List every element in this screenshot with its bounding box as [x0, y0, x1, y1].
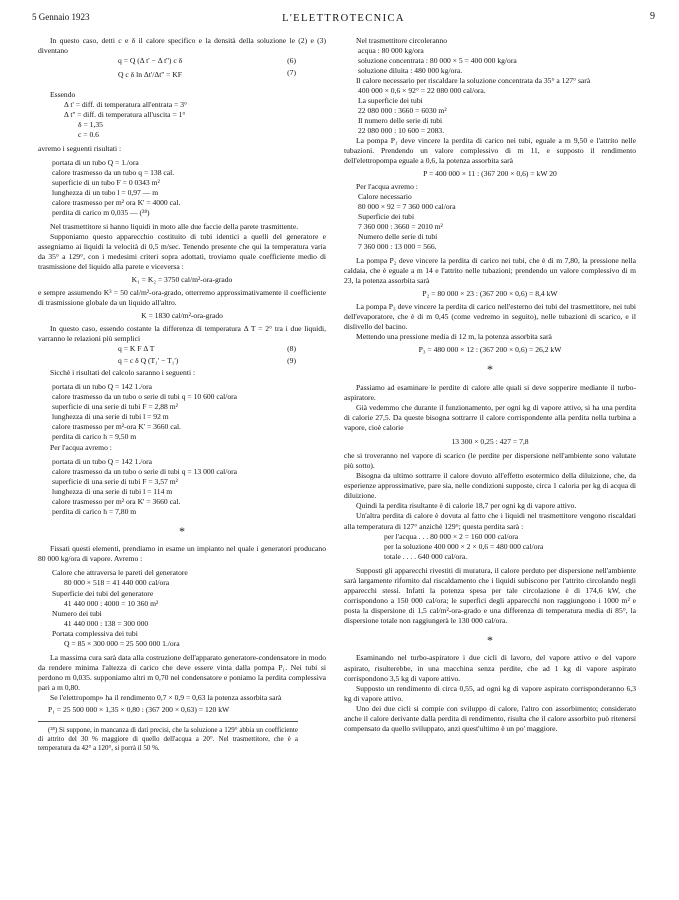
paragraph: Esaminando nel turbo-aspiratore i due cicli di lavoro, del vapore attivo e del vapore aspirato, risulterebbe, in una macchina senza perdite, che ad 1 kg di vapore aspirato corrispondono 3,5 kg di vapore attivo.: [344, 653, 636, 683]
paragraph: Il calore necessario per riscaldare la soluzione concentrata da 35° a 127° sarà: [356, 76, 591, 86]
conditions-list: [38, 100, 326, 140]
paragraph: Nel trasmettitore si hanno liquidi in moto alle due faccie della parete trasmittente.: [50, 222, 299, 232]
calculation-block: [38, 568, 326, 648]
equation-7: Q c δ ln Δt'/Δt'' = KF (7): [118, 68, 296, 80]
paragraph: Supposto un rendimento di circa 0,55, ad ogni kg di vapore aspirato corrisponderanno 6,3 kg di vapore attivo.: [344, 683, 636, 703]
list-item: calore trasmesso per m² ora K' = 3660 cal.: [52, 496, 181, 506]
journal-title: L'ELETTROTECNICA: [282, 13, 405, 24]
paragraph: La massima cura sarà data alla costruzione dell'apparato generatore-condensatore in modo da rendere minima l'altezza di carico che deve essere vinta dalla pompa P₁. Nei tubi si perdono m 0,035. supponiamo altri m 0,70 nel condensatore e poniamo la perdita complessiva pari a m 0,80.: [38, 652, 326, 692]
calc-value: 80 000 × 518 = 41 440 000 cal/ora: [64, 578, 170, 588]
list-item: calore trasmesso per m²-ora K' = 3660 cal.: [52, 422, 181, 432]
equation: P = 400 000 × 11 : (367 200 × 0,6) = kW 20: [423, 169, 557, 179]
flow-list: [344, 46, 636, 76]
calc-label: Numero delle serie di tubi: [358, 232, 438, 242]
paragraph: Già vedemmo che durante il funzionamento, per ogni kg di vapore attivo, si ha una perdita di calorie 27,5. Da queste bisogna sottrarre il calore corrispondente alla perdita nella turbina a vapore, cioè calorie: [344, 403, 636, 433]
list-item: perdita di carico m 0,035 — (²⁸): [52, 208, 150, 218]
calc-value: 80 000 × 92 = 7 360 000 cal/ora: [358, 202, 456, 212]
section-separator: *: [487, 632, 493, 647]
paragraph: Mettendo una pressione media di 12 m, la potenza assorbita sarà: [356, 332, 552, 342]
list-item: acqua : 80 000 kg/ora: [358, 46, 424, 56]
calc-value: 7 360 000 : 13 000 = 566.: [358, 242, 437, 252]
calc-value: Q = 85 × 300 000 = 25 500 000 1./ora: [64, 638, 180, 648]
calc-label: Calore che attraversa le pareti del generatore: [52, 568, 188, 578]
section-separator: *: [179, 523, 185, 538]
paragraph: Quindi la perdita risultante è di calorie 18,7 per ogni kg di vapore attivo.: [356, 501, 577, 511]
calc-label: La superficie dei tubi: [358, 96, 423, 106]
paragraph: Sicchè i risultati del calcolo saranno i seguenti :: [50, 368, 196, 378]
list-item: c = 0.6: [78, 130, 99, 140]
list-item: calore trasmesso da un tubo q = 138 cal.: [52, 168, 175, 178]
paragraph: Per l'acqua avremo :: [356, 182, 418, 192]
calc-value: 22 080 000 : 3660 = 6030 m²: [358, 106, 447, 116]
list-item: perdita di carico h = 9,50 m: [52, 432, 137, 442]
paragraph: Bisogna da ultimo sottrarre il calore dovuto all'effetto esotermico della diluizione, che, da esperienze approssimative, pare sia, nelle condizioni supposte, circa 1 caloria per kg di acqua di diluizione.: [344, 471, 636, 501]
left-column: [38, 36, 326, 892]
equation-9: q = c δ Q (T₁' − T₁') (9): [118, 356, 296, 366]
paragraph: che si troveranno nel vapore di scarico (le perdite per dispersione nell'ambiente sono valutate più sotto).: [344, 451, 636, 471]
right-column: [344, 36, 636, 892]
calc-value: 7 360 000 : 3660 = 2010 m²: [358, 222, 443, 232]
list-item: per l'acqua . . . 80 000 × 2 = 160 000 cal/ora: [384, 531, 519, 541]
page-number: 9: [650, 11, 655, 22]
equation: K₁ = K₂ = 3750 cal/m²-ora-grado: [131, 275, 233, 285]
footnote-text: (²⁸) Si suppone, in mancanza di dati precisi, che la soluzione a 129° abbia un coefficiente di attrito del 30 % maggiore di quello dell'acqua a 20°. Nel trasmettitore, che è a temperatura da 42° a 120°, si porrà il 50 %.: [38, 725, 298, 752]
calc-value: 22 080 000 : 10 600 = 2083.: [358, 126, 445, 136]
paragraph: e sempre assumendo K³ = 50 cal/m²-ora-grado, otterremo approssimativamente il coefficiente di trasmissione globale da un liquido all'altro.: [38, 288, 326, 308]
paragraph: avremo i seguenti risultati :: [38, 144, 122, 154]
paragraph: Un'altra perdita di calore è dovuta al fatto che i liquidi nel trasmettitore vengono riscaldati alla temperatura di 127° anzichè 129°; questa perdita sarà :: [344, 511, 636, 531]
results-list: [38, 457, 326, 517]
paragraph: La pompa P₁ deve vincere la perdita di carico nei tubi, eguale a m 9,50 e l'attrito nelle tubazioni. Prendendo un valore complessivo di m 11, e supposto il rendimento dell'elettropompa eguale a 0,6, la potenza assorbita sarà: [344, 136, 636, 166]
list-item: portata di un tubo Q = 142 1./ora: [52, 382, 153, 392]
list-item: superficie di una serie di tubi F = 3,57 m²: [52, 476, 178, 486]
paragraph: Supponiamo questo apparecchio costituito di tubi identici a quelli del generatore e assegniamo ai liquidi la velocità di 0,5 m/sec. Tenendo presente che qui la temperatura varia da 35° a 129°, con i medesimi criteri sopra adottati, troviamo quale coefficiente medio di trasmissione del liquido alla parete e viceversa :: [38, 232, 326, 272]
paragraph: In questo caso, detti c e δ il calore specifico e la densità della soluzione le (2) e (3) diventano: [38, 36, 326, 56]
paragraph: Per l'acqua avremo :: [50, 442, 112, 452]
list-item: lunghezza di un tubo l = 0,97 — m: [52, 188, 159, 198]
list-item: soluzione concentrata : 80 000 × 5 = 400 000 kg/ora: [358, 56, 517, 66]
paragraph: Fissati questi elementi, prendiamo in esame un impianto nel quale i generatori producano 80 000 kg/ora di vapore. Avremo :: [38, 544, 326, 564]
paragraph: Passiamo ad esaminare le perdite di calore alle quali si deve sopperire mediante il turbo-aspiratore.: [344, 383, 636, 403]
equation: 13 300 × 0,25 : 427 = 7,8: [451, 437, 529, 447]
list-item: per la soluzione 400 000 × 2 × 0,6 = 480 000 cal/ora: [384, 541, 544, 551]
list-item: superficie di una serie di tubi F = 2,88 m²: [52, 402, 178, 412]
paragraph: Se l'elettropomp» ha il rendimento 0,7 × 0,9 = 0,63 la potenza assorbita sarà: [50, 692, 282, 702]
list-item: lunghezza di una serie di tubi l = 114 m: [52, 486, 173, 496]
equation: P₃ = 480 000 × 12 : (367 200 × 0,6) = 26,2 kW: [418, 345, 562, 355]
calc-label: Portata complessiva dei tubi: [52, 628, 138, 638]
paragraph: In questo caso, essendo costante la differenza di temperatura Δ T = 2° tra i due liquidi, varranno le relazioni più semplici: [38, 324, 326, 344]
equation: P₂ = 80 000 × 23 : (367 200 × 0,6) = 8,4 kW: [422, 289, 558, 299]
loss-list: [344, 532, 636, 562]
list-item: portata di un tubo Q = 1./ora: [52, 158, 139, 168]
calculation-block: [344, 86, 636, 136]
list-item: portata di un tubo Q = 142 1./ora: [52, 456, 153, 466]
list-item: perdita di carico h = 7,80 m: [52, 506, 137, 516]
calc-label: Numero dei tubi: [52, 608, 102, 618]
calculation-block: [344, 192, 636, 252]
header-date: 5 Gennaio 1923: [32, 12, 90, 22]
calc-label: Superficie dei tubi: [358, 212, 415, 222]
results-list: [38, 382, 326, 442]
calc-label: Superficie dei tubi del generatore: [52, 588, 154, 598]
list-item: superficie di un tubo F = 0 0343 m²: [52, 178, 160, 188]
paragraph: La pompa P₃ deve vincere la perdita di carico nell'esterno dei tubi del trasmettitore, nei tubi dell'evaporatore, che è di m 0,45 (come vedremo in seguito), nelle tubazioni di scarico, e il dislivello del bacino.: [344, 302, 636, 332]
equation: P₁ = 25 500 000 × 1,35 × 0,80 : (367 200 × 0,63) = 120 kW: [48, 704, 230, 714]
list-item: totale . . . . 640 000 cal/ora.: [384, 551, 468, 561]
list-item: Δ t' = diff. di temperatura all'entrata = 3°: [64, 100, 188, 110]
section-separator: *: [487, 362, 493, 377]
paragraph: Supposti gli apparecchi rivestiti di muratura, il calore perduto per dispersione nell'ambiente sarà largamente rifornito dal riscaldamento che i liquidi subiscono per l'attrito circolando negli apparecchi stessi. Infatti la potenza spesa per tale circolazione è di 174,6 kW, che corrispondono a 150 000 cal/ora; le superfici degli apparecchi non raggiungono i 1000 m² e posta la dispersione di 1,5 cal/m²-ora-grado e una differenza di temperatura media di 85°, la dispersione totale non raggiungerà le 130 000 cal/ora.: [344, 565, 636, 625]
calc-value: 41 440 000 : 138 = 300 000: [64, 618, 149, 628]
paragraph: Uno dei due cicli si compie con sviluppo di calore, l'altro con assorbimento; considerato anche il calore derivante dalla perdita di rendimento, risulta che il calore assorbito può ritenersi compensato da quello sviluppato, anzi quest'ultimo è un po' maggiore.: [344, 703, 636, 733]
list-item: lunghezza di una serie di tubi l = 92 m: [52, 412, 169, 422]
list-item: Δ t'' = diff. di temperatura all'uscita = 1°: [64, 110, 186, 120]
equation: K = 1830 cal/m²-ora-grado: [141, 311, 223, 321]
paragraph: Nel trasmettitore circoleranno: [356, 36, 448, 45]
list-item: soluzione diluita : 480 000 kg/ora.: [358, 66, 463, 76]
equation-8: q = K F Δ T (8): [118, 344, 296, 354]
list-item: calore trasmesso per m² ora K' = 4000 cal.: [52, 198, 181, 208]
list-item: calore trasmesso da un tubo o serie di tubi q = 13 000 cal/ora: [52, 466, 238, 476]
results-list: [38, 158, 326, 218]
calc-label: Calore necessario: [358, 192, 412, 202]
calc-label: Il numero delle serie di tubi: [358, 116, 443, 126]
paragraph: Essendo: [50, 90, 76, 100]
list-item: δ = 1,35: [78, 120, 103, 130]
calc-value: 400 000 × 0,6 × 92° = 22 080 000 cal/ora.: [358, 86, 486, 96]
list-item: calore trasmesso da un tubo o serie di tubi q = 10 600 cal/ora: [52, 392, 238, 402]
calc-value: 41 440 000 : 4000 = 10 360 m²: [64, 598, 159, 608]
equation-6: q = Q (Δ t' − Δ t'') c δ (6): [118, 56, 296, 66]
page-header: [32, 12, 655, 26]
paragraph: La pompa P₂ deve vincere la perdita di carico nei tubi, che è di m 7,80, la pressione nella caldaia, che è eguale a m 14 e l'attrito nelle tubazioni; prendendo un valore complessivo di m 23, la potenza assorbita sarà: [344, 256, 636, 286]
footnote: [38, 721, 298, 753]
